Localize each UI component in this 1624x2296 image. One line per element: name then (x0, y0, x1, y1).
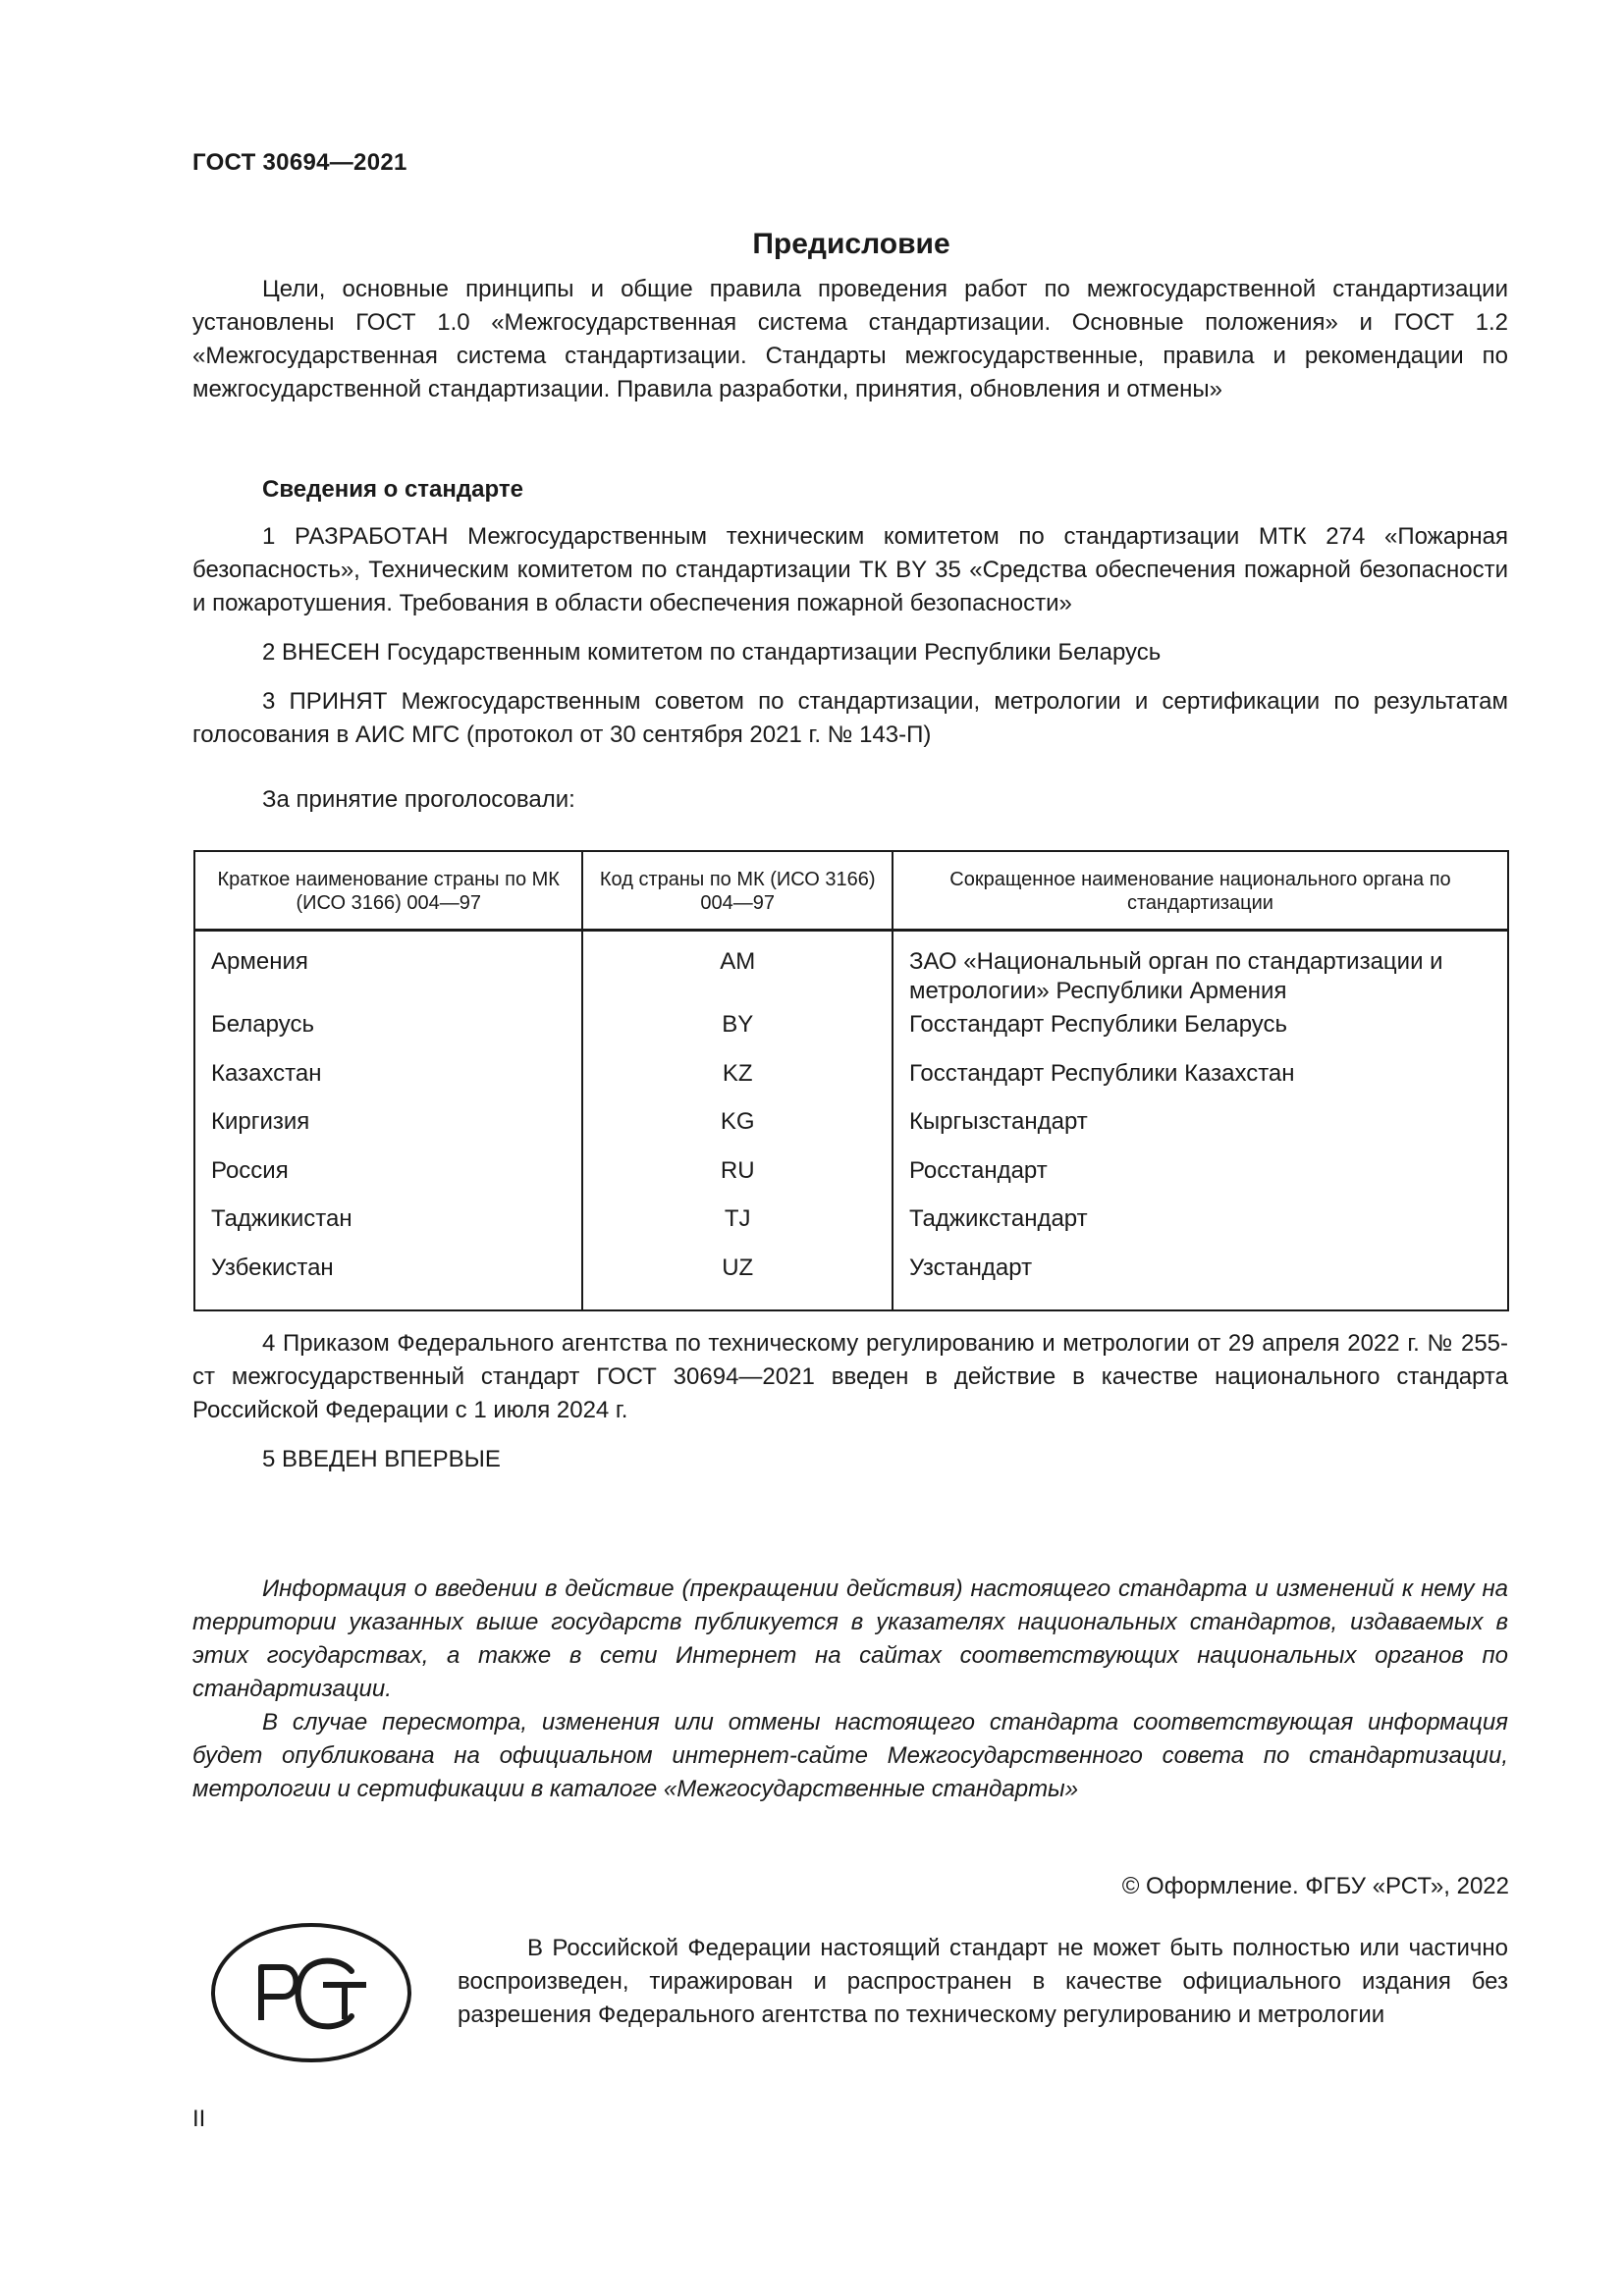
code-cell: TJ (582, 1204, 892, 1254)
column-header-country: Краткое наименование страны по МК (ИСО 3166) 004—97 (194, 851, 582, 931)
table-row (194, 1107, 1508, 1156)
country-cell: Узбекистан (194, 1254, 582, 1311)
item-3-adopted: 3 ПРИНЯТ Межгосударственным советом по стандартизации, метрологии и сертификации по результатам голосования в АИС МГС (протокол от 30 сентября 2021 г. № 143-П) (192, 688, 1508, 748)
country-cell: Беларусь (194, 1010, 582, 1059)
body-cell: ЗАО «Национальный орган по стандартизации и метрологии» Республики Армения (893, 931, 1508, 1011)
code-cell: AM (582, 931, 892, 1011)
table-row (194, 1156, 1508, 1205)
country-cell: Таджикистан (194, 1204, 582, 1254)
table-row (194, 1010, 1508, 1059)
column-header-body: Сокращенное наименование национального органа по стандартизации (893, 851, 1508, 931)
table-row (194, 1059, 1508, 1108)
info-heading: Сведения о стандарте (262, 476, 523, 503)
body-cell: Госстандарт Республики Казахстан (893, 1059, 1508, 1108)
table-row (194, 1204, 1508, 1254)
body-cell: Узстандарт (893, 1254, 1508, 1311)
notice-paragraph-1: Информация о введении в действие (прекращении действия) настоящего стандарта и изменений к нему на территории указанных выше государств публикуется в указателях национальных стандартов, издаваемых в этих государствах, а также в сети Интернет на сайтах соответствующих национальных органов по стандартизации. (192, 1575, 1508, 1702)
code-cell: KZ (582, 1059, 892, 1108)
table-row (194, 1254, 1508, 1311)
country-cell: Киргизия (194, 1107, 582, 1156)
body-cell: Госстандарт Республики Беларусь (893, 1010, 1508, 1059)
table-header-row (194, 851, 1508, 931)
item-4-enacted: 4 Приказом Федерального агентства по техническому регулированию и метрологии от 29 апреля 2022 г. № 255-ст межгосударственный стандарт ГОСТ 30694—2021 введен в действие в качестве национального стандарта Российской Федерации с 1 июля 2024 г. (192, 1330, 1508, 1423)
copyright-line: © Оформление. ФГБУ «РСТ», 2022 (1121, 1873, 1509, 1899)
country-cell: Казахстан (194, 1059, 582, 1108)
code-cell: KG (582, 1107, 892, 1156)
code-cell: UZ (582, 1254, 892, 1311)
body-cell: Кыргызстандарт (893, 1107, 1508, 1156)
reproduction-rights-notice: В Российской Федерации настоящий стандарт не может быть полностью или частично воспроизведен, тиражирован и распространен в качестве официального издания без разрешения Федерального агентства по техническому регулированию и метрологии (458, 1935, 1508, 2028)
item-1-developed: 1 РАЗРАБОТАН Межгосударственным техническим комитетом по стандартизации МТК 274 «Пожарная безопасность», Техническим комитетом по стандартизации ТК BY 35 «Средства обеспечения пожарной безопасности и пожаротушения. Требования в области обеспечения пожарной безопасности» (192, 523, 1508, 616)
country-cell: Россия (194, 1156, 582, 1205)
item-2-submitted: 2 ВНЕСЕН Государственным комитетом по стандартизации Республики Беларусь (262, 639, 1162, 666)
body-cell: Таджикстандарт (893, 1204, 1508, 1254)
page-number: II (192, 2106, 206, 2132)
rst-certification-mark-icon (210, 1922, 412, 2063)
column-header-code: Код страны по МК (ИСО 3166) 004—97 (582, 851, 892, 931)
body-cell: Росстандарт (893, 1156, 1508, 1205)
notice-paragraph-2: В случае пересмотра, изменения или отмены настоящего стандарта соответствующая информация будет опубликована на официальном интернет-сайте Межгосударственного совета по стандартизации, метрологии и сертификации в каталоге «Межгосударственные стандарты» (192, 1709, 1508, 1802)
table-row (194, 931, 1508, 1011)
intro-paragraph: Цели, основные принципы и общие правила проведения работ по межгосударственной стандартизации установлены ГОСТ 1.0 «Межгосударственная система стандартизации. Основные положения» и ГОСТ 1.2 «Межгосударственная система стандартизации. Стандарты межгосударственные, правила и рекомендации по межгосударственной стандартизации. Правила разработки, принятия, обновления и отмены» (192, 276, 1508, 402)
document-number: ГОСТ 30694—2021 (192, 149, 407, 176)
country-cell: Армения (194, 931, 582, 1011)
code-cell: BY (582, 1010, 892, 1059)
code-cell: RU (582, 1156, 892, 1205)
voted-label: За принятие проголосовали: (262, 786, 575, 813)
page-title: Предисловие (752, 228, 950, 260)
voting-table (193, 850, 1509, 1311)
item-5-first-introduced: 5 ВВЕДЕН ВПЕРВЫЕ (262, 1446, 501, 1472)
